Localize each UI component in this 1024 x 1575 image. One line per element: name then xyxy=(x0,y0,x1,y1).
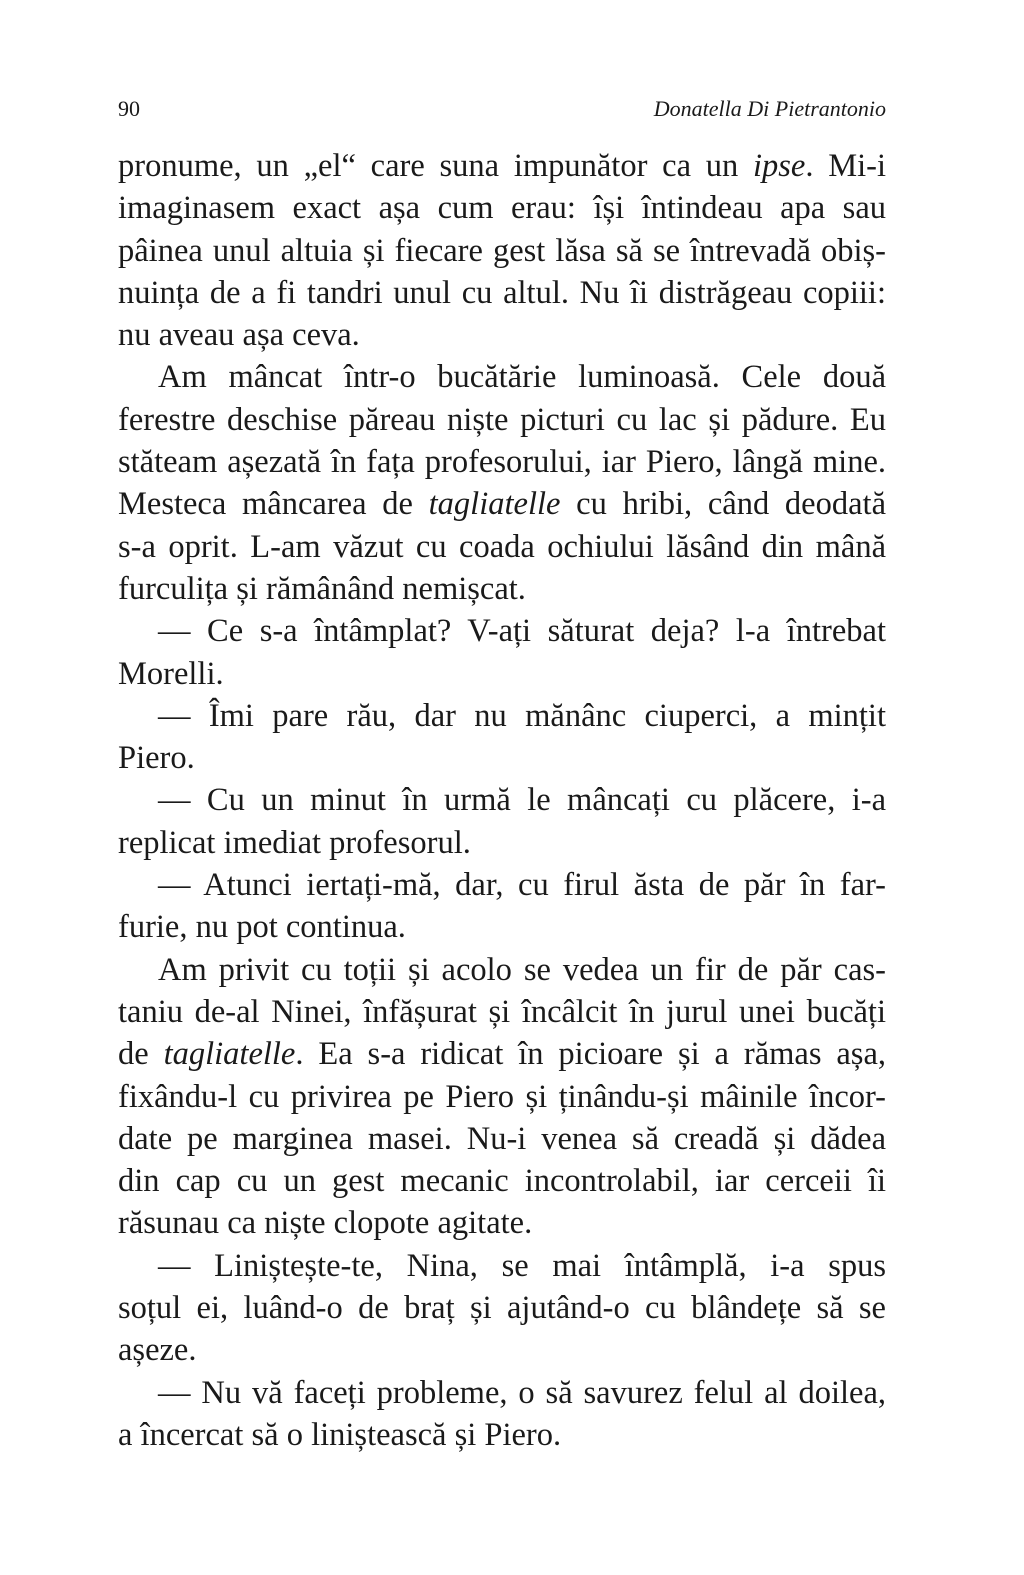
book-page xyxy=(118,0,886,1575)
dialogue-line: — Îmi pare rău, dar nu mănânc ciuperci, a mințit xyxy=(158,697,886,734)
text-line: s-a oprit. L-am văzut cu coada ochiului lăsând din mână xyxy=(118,528,886,565)
paragraph-first-line: Am mâncat într-o bucătărie luminoasă. Cele două xyxy=(158,359,886,396)
text-line: ferestre deschise păreau niște picturi cu lac și pădure. Eu xyxy=(118,401,886,438)
text-line: pronume, un „el“ care suna impunător ca un ipse. Mi-i xyxy=(118,148,886,184)
italic-word: tagliatelle xyxy=(428,486,561,523)
running-head-author: Donatella Di Pietrantonio xyxy=(653,96,886,121)
text-line: așeze. xyxy=(118,1332,197,1369)
text-line: fixându-l cu privirea pe Piero și ținându-și mâinile încor- xyxy=(118,1078,886,1115)
text-line: furie, nu pot continua. xyxy=(118,909,406,946)
text-line: de tagliatelle. Ea s-a ridicat în picioare și a rămas așa, xyxy=(118,1036,886,1073)
text-line: răsunau ca niște clopote agitate. xyxy=(118,1205,533,1242)
text-line: nuința de a fi tandri unul cu altul. Nu îi distrăgeau copiii: xyxy=(118,274,886,311)
dialogue-line: — Cu un minut în urmă le mâncați cu plăcere, i-a xyxy=(158,782,886,819)
italic-word: ipse xyxy=(752,148,806,184)
text-line: furculița și rămânând nemișcat. xyxy=(118,570,526,607)
text-line: soțul ei, luând-o de braț și ajutând-o cu blândețe să se xyxy=(118,1290,886,1327)
dialogue-line: — Nu vă faceți probleme, o să savurez felul al doilea, xyxy=(158,1374,886,1411)
text-line: taniu de-al Ninei, înfășurat și încâlcit în jurul unei bucăți xyxy=(118,993,886,1030)
dialogue-line: — Atunci iertați-mă, dar, cu firul ăsta de păr în far- xyxy=(158,867,886,904)
running-header xyxy=(118,94,886,124)
text-line: nu aveau așa ceva. xyxy=(118,317,360,354)
text-line: replicat imediat profesorul. xyxy=(118,824,471,861)
text-line: pâinea unul altuia și fiecare gest lăsa să se întrevadă obiș- xyxy=(118,232,886,269)
text-line: a încercat să o liniștească și Piero. xyxy=(118,1416,562,1453)
body-text xyxy=(118,145,886,1456)
page-number: 90 xyxy=(118,96,140,121)
text-line: Mesteca mâncarea de tagliatelle cu hribi, când deodată xyxy=(118,486,886,523)
italic-word: tagliatelle xyxy=(163,1036,296,1073)
paragraph-first-line: Am privit cu toții și acolo se vedea un fir de păr cas- xyxy=(158,951,886,988)
text-line: din cap cu un gest mecanic incontrolabil, iar cerceii îi xyxy=(118,1163,886,1200)
text-line: imaginasem exact așa cum erau: își întindeau apa sau xyxy=(118,190,886,227)
text-line: date pe marginea masei. Nu-i venea să creadă și dădea xyxy=(118,1120,886,1157)
dialogue-line: — Ce s-a întâmplat? V-ați săturat deja? l-a întrebat xyxy=(158,613,886,650)
text-line: stăteam așezată în fața profesorului, iar Piero, lângă mine. xyxy=(118,444,886,481)
text-line: Piero. xyxy=(118,740,195,777)
dialogue-line: — Liniștește-te, Nina, se mai întâmplă, i-a spus xyxy=(158,1247,886,1284)
text-line: Morelli. xyxy=(118,655,224,692)
